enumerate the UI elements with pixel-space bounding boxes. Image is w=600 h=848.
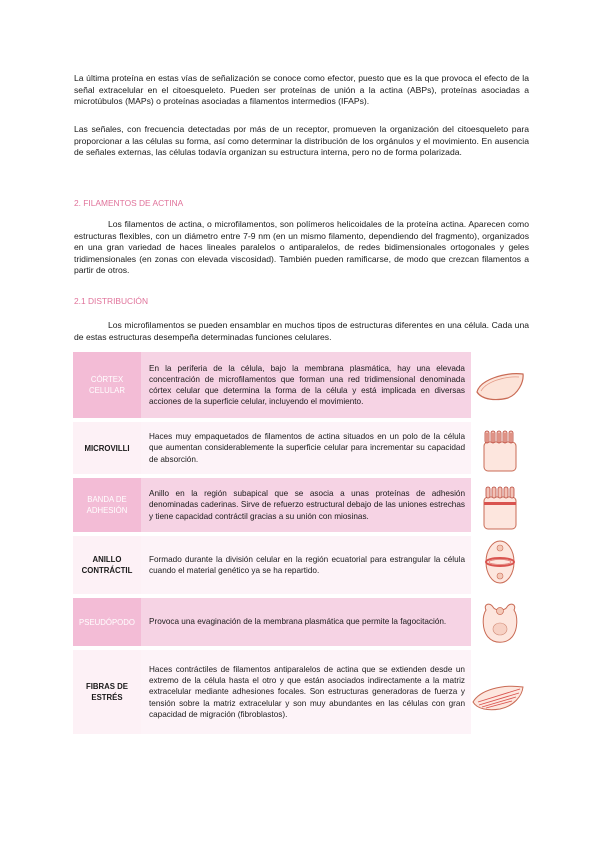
table-row — [73, 596, 471, 648]
distribution-paragraph: Los microfilamentos se pueden ensamblar en muchos tipos de estructuras diferentes en una célula. Cada una de estas estructuras desempeña determinadas funciones celulares. — [74, 320, 529, 342]
structure-description: Formado durante la división celular en la región ecuatorial para estrangular la célula cuando el material genético ya se ha repartido. — [141, 534, 471, 596]
section-heading-distribution: 2.1 DISTRIBUCIÓN — [74, 296, 148, 306]
structure-description: En la periferia de la célula, bajo la membrana plasmática, hay una elevada concentración de microfilamentos que forman una red tridimensional denominada córtex celular que determina la forma de la célula y está implicada en diversas acciones de la superficie celular, incluyendo el movimiento. — [141, 352, 471, 420]
microvilli-cell-icon — [480, 428, 520, 474]
table-row — [73, 476, 471, 534]
table-row — [73, 352, 471, 420]
section-heading-actin: 2. FILAMENTOS DE ACTINA — [74, 198, 184, 208]
structure-name: ANILLO CONTRÁCTIL — [73, 534, 141, 596]
intro-paragraph-2: Las señales, con frecuencia detectadas por más de un receptor, promueven la organización del citoesqueleto para proporcionar a las células su forma, así como determinar la distribución de los orgánulos y el movimiento. En ausencia de señales externas, las células todavía organizan su estructura interna, pero no de forma polarizada. — [74, 124, 529, 158]
structure-description: Haces contráctiles de filamentos antiparalelos de actina que se extienden desde un extremo de la célula hasta el otro y que están asociados indirectamente a la matriz extracelular mediante adhesiones focales. Son estructuras generadoras de fuerza y tensión sobre la matriz extracelular y son muy abundantes en las células con gran capacidad de migración (fibroblastos). — [141, 648, 471, 736]
stress-fibers-cell-icon — [470, 676, 526, 716]
structure-name: BANDA DE ADHESIÓN — [73, 476, 141, 534]
table-row — [73, 648, 471, 736]
structure-name: CÓRTEX CELULAR — [73, 352, 141, 420]
structure-name: FIBRAS DE ESTRÉS — [73, 648, 141, 736]
actin-paragraph: Los filamentos de actina, o microfilamentos, son polímeros helicoidales de la proteína actina. Aparecen como estructuras flexibles, con un diámetro entre 7-9 nm (en un mismo filamento, dependiendo del fragmento), organizados en una gran variedad de haces lineales paralelos o antiparalelos, de redes bidimensionales ortogonales y geles tridimensionales (en zonas con elevada viscosidad). También pueden ramificarse, de modo que crezcan filamentos a partir de otros. — [74, 219, 529, 276]
table-row — [73, 534, 471, 596]
adhesion-belt-cell-icon — [480, 484, 520, 532]
structure-description: Anillo en la región subapical que se asocia a unas proteínas de adhesión denominadas caderinas. Sirve de refuerzo estructural debajo de las uniones estrechas y tiene capacidad contráctil gracias a su unión con miosinas. — [141, 476, 471, 534]
contractile-ring-cell-icon — [482, 538, 518, 586]
cortex-cell-icon — [474, 368, 526, 404]
structure-description: Haces muy empaquetados de filamentos de actina situados en un polo de la célula que aumentan considerablemente la superficie celular para incrementar su capacidad de absorción. — [141, 420, 471, 476]
intro-paragraph-1: La última proteína en estas vías de señalización se conoce como efector, puesto que es la que provoca el efecto de la señal extracelular en el citoesqueleto. Pueden ser proteínas de unión a la actina (ABPs), proteínas asociadas a microtúbulos (MAPs) o proteínas asociadas a filamentos intermedios (IFAPs). — [74, 73, 529, 107]
structures-table — [73, 352, 471, 738]
table-row — [73, 420, 471, 476]
structure-description: Provoca una evaginación de la membrana plasmática que permite la fagocitación. — [141, 596, 471, 648]
structure-name: MICROVILLI — [73, 420, 141, 476]
pseudopod-cell-icon — [480, 600, 520, 646]
structure-name: PSEUDÓPODO — [73, 596, 141, 648]
